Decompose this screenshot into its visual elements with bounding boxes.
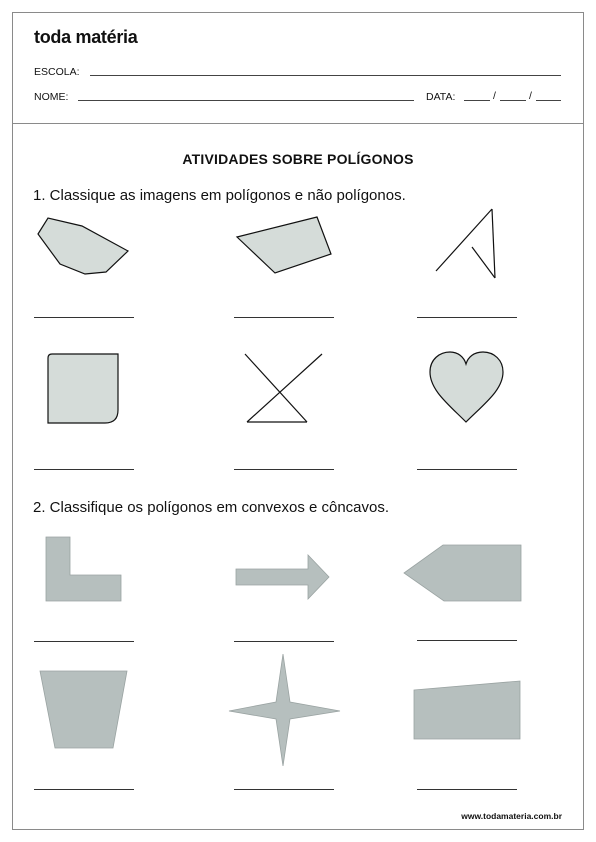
- answer-line[interactable]: [34, 469, 134, 470]
- logo: toda matéria: [34, 27, 138, 47]
- answer-line[interactable]: [417, 469, 517, 470]
- irregular-polygon-icon: [38, 218, 128, 274]
- date-label: DATA:: [426, 91, 456, 103]
- answer-line[interactable]: [417, 317, 517, 318]
- crossed-lines-icon: [245, 354, 322, 422]
- answer-line[interactable]: [417, 789, 517, 790]
- trapezoid-icon: [40, 671, 127, 748]
- date-separator: /: [529, 90, 532, 102]
- answer-line[interactable]: [417, 640, 517, 641]
- question-1: 1. Classique as imagens em polígonos e não polígonos.: [33, 187, 406, 204]
- heart-icon: [430, 352, 503, 422]
- footer-url[interactable]: www.todamateria.com.br: [461, 811, 562, 821]
- four-point-star-icon: [229, 654, 340, 766]
- pentagon-arrow-icon: [404, 545, 521, 601]
- answer-line[interactable]: [234, 641, 334, 642]
- arrow-icon: [236, 555, 329, 599]
- l-shape-icon: [46, 537, 121, 601]
- right-trapezoid-icon: [414, 681, 520, 739]
- rounded-square-icon: [48, 354, 118, 423]
- date-separator: /: [493, 90, 496, 102]
- school-label: ESCOLA:: [34, 66, 80, 78]
- open-angle-icon: [436, 209, 495, 278]
- question-2: 2. Classifique os polígonos em convexos e côncavos.: [33, 499, 390, 516]
- answer-line[interactable]: [234, 317, 334, 318]
- answer-line[interactable]: [234, 469, 334, 470]
- quadrilateral-icon: [237, 217, 331, 273]
- answer-line[interactable]: [234, 789, 334, 790]
- worksheet-title: ATIVIDADES SOBRE POLÍGONOS: [182, 151, 414, 167]
- answer-line[interactable]: [34, 317, 134, 318]
- answer-line[interactable]: [34, 789, 134, 790]
- name-label: NOME:: [34, 91, 69, 103]
- answer-line[interactable]: [34, 641, 134, 642]
